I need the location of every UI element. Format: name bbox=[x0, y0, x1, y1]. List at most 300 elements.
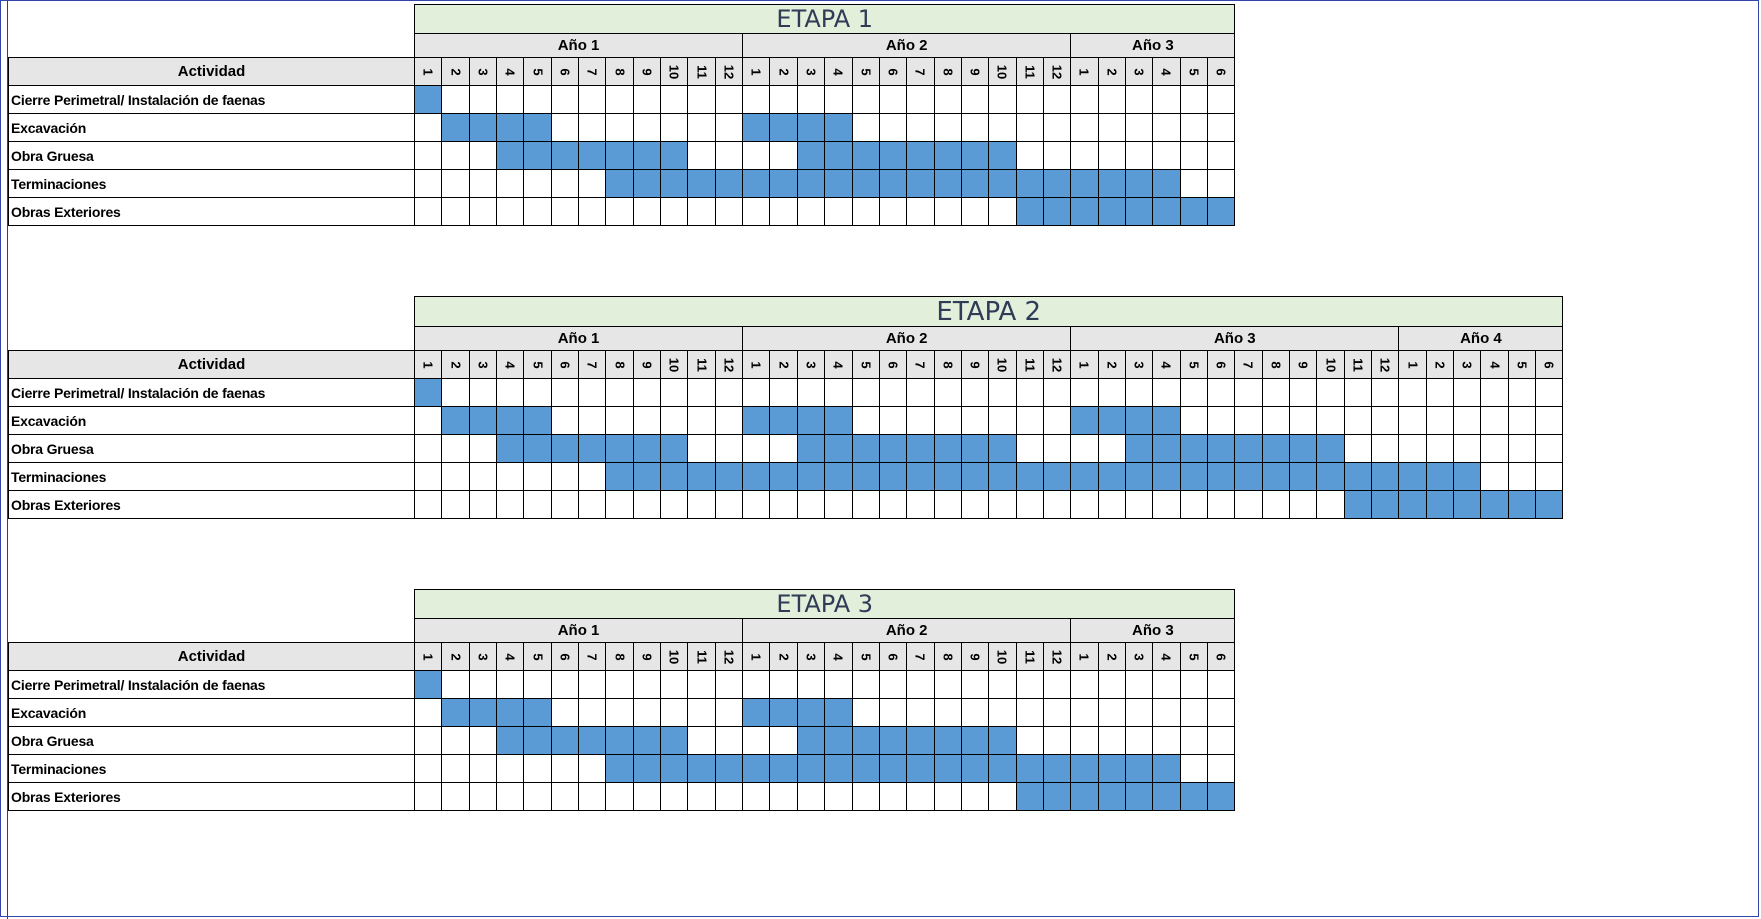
gantt-empty-cell bbox=[1016, 699, 1043, 727]
month-tick-label bbox=[879, 58, 906, 86]
gantt-bar-cell bbox=[469, 114, 496, 142]
gantt-empty-cell bbox=[469, 463, 496, 491]
month-tick-label bbox=[797, 58, 824, 86]
gantt-empty-cell bbox=[907, 699, 934, 727]
month-tick-label bbox=[743, 643, 770, 671]
month-number: 7 bbox=[584, 652, 600, 661]
gantt-etapa-3 bbox=[8, 589, 1235, 811]
gantt-empty-cell bbox=[961, 198, 988, 226]
month-number: 6 bbox=[1541, 360, 1557, 369]
month-tick-label bbox=[1207, 643, 1234, 671]
gantt-empty-cell bbox=[934, 379, 961, 407]
gantt-empty-cell bbox=[1536, 407, 1563, 435]
gantt-empty-cell bbox=[606, 783, 633, 811]
gantt-empty-cell bbox=[1536, 463, 1563, 491]
gantt-bar-cell bbox=[606, 463, 633, 491]
month-number: 5 bbox=[858, 652, 874, 661]
gantt-empty-cell bbox=[770, 86, 797, 114]
gantt-bar-cell bbox=[1071, 755, 1098, 783]
gantt-empty-cell bbox=[579, 407, 606, 435]
gantt-bar-cell bbox=[524, 407, 551, 435]
gantt-empty-cell bbox=[1180, 491, 1207, 519]
gantt-bar-cell bbox=[688, 170, 715, 198]
gantt-empty-cell bbox=[1016, 435, 1043, 463]
gantt-empty-cell bbox=[524, 198, 551, 226]
gantt-bar-cell bbox=[743, 699, 770, 727]
gantt-empty-cell bbox=[442, 142, 469, 170]
gantt-empty-cell bbox=[743, 142, 770, 170]
month-tick-label bbox=[551, 58, 578, 86]
month-number: 10 bbox=[666, 64, 682, 79]
gantt-bar-cell bbox=[879, 435, 906, 463]
gantt-empty-cell bbox=[469, 435, 496, 463]
year-header: Año 2 bbox=[743, 34, 1071, 58]
month-tick-label bbox=[633, 58, 660, 86]
month-number: 2 bbox=[776, 652, 792, 661]
month-tick-label bbox=[1344, 351, 1371, 379]
gantt-empty-cell bbox=[1043, 379, 1070, 407]
gantt-bar-cell bbox=[579, 142, 606, 170]
gantt-empty-cell bbox=[524, 86, 551, 114]
month-tick-label bbox=[1508, 351, 1535, 379]
gantt-empty-cell bbox=[579, 86, 606, 114]
month-tick-label bbox=[825, 643, 852, 671]
gantt-empty-cell bbox=[797, 671, 824, 699]
gantt-empty-cell bbox=[1125, 727, 1152, 755]
gantt-bar-cell bbox=[961, 142, 988, 170]
gantt-empty-cell bbox=[661, 671, 688, 699]
gantt-empty-cell bbox=[1454, 407, 1481, 435]
month-number: 11 bbox=[694, 64, 710, 79]
month-number: 5 bbox=[530, 360, 546, 369]
month-number: 2 bbox=[1104, 67, 1120, 76]
gantt-empty-cell bbox=[907, 491, 934, 519]
gantt-bar-cell bbox=[1207, 198, 1234, 226]
month-tick-label bbox=[907, 351, 934, 379]
gantt-empty-cell bbox=[1153, 727, 1180, 755]
gantt-bar-cell bbox=[442, 407, 469, 435]
month-number: 1 bbox=[1076, 67, 1092, 76]
gantt-empty-cell bbox=[469, 142, 496, 170]
gantt-empty-cell bbox=[497, 491, 524, 519]
gantt-table bbox=[8, 4, 1235, 226]
gantt-empty-cell bbox=[1098, 491, 1125, 519]
gantt-bar-cell bbox=[797, 435, 824, 463]
month-tick-label bbox=[1207, 351, 1234, 379]
gantt-bar-cell bbox=[1043, 463, 1070, 491]
month-tick-label bbox=[415, 58, 442, 86]
month-number: 3 bbox=[475, 67, 491, 76]
gantt-bar-cell bbox=[497, 699, 524, 727]
month-tick-label bbox=[1372, 351, 1399, 379]
activity-column-header: Actividad bbox=[9, 351, 415, 379]
month-tick-label bbox=[1098, 643, 1125, 671]
gantt-empty-cell bbox=[606, 699, 633, 727]
month-number: 3 bbox=[1131, 67, 1147, 76]
month-number: 4 bbox=[1158, 652, 1174, 661]
gantt-empty-cell bbox=[524, 491, 551, 519]
month-number: 2 bbox=[448, 67, 464, 76]
gantt-empty-cell bbox=[1098, 699, 1125, 727]
gantt-empty-cell bbox=[415, 142, 442, 170]
gantt-empty-cell bbox=[1016, 671, 1043, 699]
activity-label: Obra Gruesa bbox=[9, 435, 415, 463]
month-number: 2 bbox=[448, 360, 464, 369]
gantt-empty-cell bbox=[797, 86, 824, 114]
gantt-bar-cell bbox=[606, 727, 633, 755]
gantt-empty-cell bbox=[415, 463, 442, 491]
gantt-empty-cell bbox=[469, 491, 496, 519]
gantt-empty-cell bbox=[1071, 671, 1098, 699]
gantt-bar-cell bbox=[961, 727, 988, 755]
gantt-bar-cell bbox=[1153, 783, 1180, 811]
gantt-empty-cell bbox=[633, 491, 660, 519]
month-number: 1 bbox=[420, 67, 436, 76]
gantt-empty-cell bbox=[579, 699, 606, 727]
month-number: 9 bbox=[967, 652, 983, 661]
month-tick-label bbox=[579, 58, 606, 86]
gantt-empty-cell bbox=[633, 114, 660, 142]
gantt-empty-cell bbox=[1043, 114, 1070, 142]
month-number: 8 bbox=[1268, 360, 1284, 369]
gantt-empty-cell bbox=[579, 783, 606, 811]
gantt-empty-cell bbox=[879, 198, 906, 226]
gantt-bar-cell bbox=[579, 435, 606, 463]
activity-row bbox=[9, 755, 1235, 783]
gantt-empty-cell bbox=[989, 114, 1016, 142]
gantt-bar-cell bbox=[1043, 198, 1070, 226]
gantt-empty-cell bbox=[770, 727, 797, 755]
gantt-empty-cell bbox=[1125, 491, 1152, 519]
gantt-empty-cell bbox=[715, 727, 742, 755]
gantt-bar-cell bbox=[989, 463, 1016, 491]
gantt-empty-cell bbox=[442, 463, 469, 491]
activity-row bbox=[9, 407, 1563, 435]
month-tick-label bbox=[907, 643, 934, 671]
gantt-empty-cell bbox=[1207, 699, 1234, 727]
gantt-empty-cell bbox=[661, 86, 688, 114]
gantt-bar-cell bbox=[1016, 783, 1043, 811]
gantt-empty-cell bbox=[1071, 727, 1098, 755]
gantt-empty-cell bbox=[442, 671, 469, 699]
activity-row bbox=[9, 198, 1235, 226]
month-number: 4 bbox=[1158, 360, 1174, 369]
gantt-bar-cell bbox=[688, 755, 715, 783]
gantt-empty-cell bbox=[415, 170, 442, 198]
gantt-empty-cell bbox=[524, 671, 551, 699]
month-number: 7 bbox=[912, 360, 928, 369]
gantt-empty-cell bbox=[1262, 379, 1289, 407]
gantt-empty-cell bbox=[579, 379, 606, 407]
gantt-empty-cell bbox=[770, 491, 797, 519]
gantt-empty-cell bbox=[1344, 435, 1371, 463]
month-tick-label bbox=[825, 351, 852, 379]
gantt-bar-cell bbox=[934, 435, 961, 463]
gantt-empty-cell bbox=[743, 783, 770, 811]
gantt-empty-cell bbox=[825, 379, 852, 407]
gantt-empty-cell bbox=[415, 491, 442, 519]
gantt-bar-cell bbox=[743, 755, 770, 783]
gantt-empty-cell bbox=[961, 783, 988, 811]
month-tick-label bbox=[961, 643, 988, 671]
month-number: 3 bbox=[1131, 652, 1147, 661]
gantt-bar-cell bbox=[469, 407, 496, 435]
gantt-empty-cell bbox=[469, 727, 496, 755]
gantt-empty-cell bbox=[1508, 407, 1535, 435]
gantt-bar-cell bbox=[879, 727, 906, 755]
month-number: 12 bbox=[1377, 357, 1393, 372]
gantt-empty-cell bbox=[415, 755, 442, 783]
gantt-empty-cell bbox=[770, 379, 797, 407]
month-tick-label bbox=[688, 643, 715, 671]
month-tick-label bbox=[770, 351, 797, 379]
gantt-empty-cell bbox=[989, 491, 1016, 519]
gantt-empty-cell bbox=[1180, 86, 1207, 114]
month-number: 12 bbox=[721, 649, 737, 664]
month-number: 4 bbox=[1158, 67, 1174, 76]
activity-row bbox=[9, 783, 1235, 811]
month-tick-label bbox=[524, 643, 551, 671]
gantt-empty-cell bbox=[415, 198, 442, 226]
month-number: 4 bbox=[830, 652, 846, 661]
gantt-bar-cell bbox=[661, 463, 688, 491]
activity-label: Excavación bbox=[9, 407, 415, 435]
month-number: 2 bbox=[1104, 652, 1120, 661]
gantt-empty-cell bbox=[497, 198, 524, 226]
gantt-empty-cell bbox=[989, 379, 1016, 407]
gantt-empty-cell bbox=[1426, 379, 1453, 407]
gantt-empty-cell bbox=[1399, 407, 1426, 435]
activity-column-header: Actividad bbox=[9, 58, 415, 86]
month-tick-label bbox=[989, 643, 1016, 671]
month-number: 12 bbox=[721, 357, 737, 372]
month-tick-label bbox=[469, 351, 496, 379]
gantt-empty-cell bbox=[934, 198, 961, 226]
gantt-empty-cell bbox=[961, 379, 988, 407]
month-tick-label bbox=[661, 643, 688, 671]
month-tick-label bbox=[1098, 58, 1125, 86]
gantt-empty-cell bbox=[661, 407, 688, 435]
gantt-bar-cell bbox=[1399, 491, 1426, 519]
month-number: 4 bbox=[502, 360, 518, 369]
gantt-empty-cell bbox=[551, 198, 578, 226]
gantt-empty-cell bbox=[715, 142, 742, 170]
gantt-table bbox=[8, 589, 1235, 811]
gantt-bar-cell bbox=[1207, 783, 1234, 811]
gantt-empty-cell bbox=[661, 783, 688, 811]
gantt-empty-cell bbox=[934, 86, 961, 114]
gantt-empty-cell bbox=[1071, 379, 1098, 407]
gantt-empty-cell bbox=[715, 699, 742, 727]
month-number: 1 bbox=[748, 67, 764, 76]
gantt-bar-cell bbox=[907, 755, 934, 783]
month-number: 7 bbox=[912, 67, 928, 76]
month-number: 12 bbox=[1049, 64, 1065, 79]
gantt-bar-cell bbox=[497, 407, 524, 435]
gantt-empty-cell bbox=[524, 170, 551, 198]
month-number: 3 bbox=[475, 652, 491, 661]
gantt-bar-cell bbox=[524, 142, 551, 170]
month-tick-label bbox=[1043, 643, 1070, 671]
month-tick-label bbox=[497, 351, 524, 379]
gantt-bar-cell bbox=[825, 435, 852, 463]
month-tick-label bbox=[1153, 58, 1180, 86]
month-tick-label bbox=[606, 58, 633, 86]
gantt-empty-cell bbox=[1016, 379, 1043, 407]
gantt-empty-cell bbox=[1317, 491, 1344, 519]
gantt-empty-cell bbox=[1125, 671, 1152, 699]
gantt-bar-cell bbox=[852, 435, 879, 463]
gantt-empty-cell bbox=[715, 86, 742, 114]
blank-cell bbox=[9, 297, 415, 351]
gantt-empty-cell bbox=[1399, 435, 1426, 463]
gantt-empty-cell bbox=[1125, 86, 1152, 114]
month-tick-label bbox=[633, 643, 660, 671]
gantt-bar-cell bbox=[524, 699, 551, 727]
gantt-empty-cell bbox=[1016, 491, 1043, 519]
month-number: 10 bbox=[666, 357, 682, 372]
month-number: 10 bbox=[666, 649, 682, 664]
gantt-bar-cell bbox=[1098, 783, 1125, 811]
gantt-empty-cell bbox=[1180, 727, 1207, 755]
gantt-empty-cell bbox=[934, 491, 961, 519]
month-tick-label bbox=[1098, 351, 1125, 379]
gantt-bar-cell bbox=[551, 727, 578, 755]
gantt-bar-cell bbox=[661, 142, 688, 170]
gantt-bar-cell bbox=[633, 727, 660, 755]
gantt-empty-cell bbox=[907, 671, 934, 699]
gantt-empty-cell bbox=[1180, 671, 1207, 699]
gantt-bar-cell bbox=[1153, 463, 1180, 491]
month-tick-label bbox=[661, 58, 688, 86]
month-number: 4 bbox=[502, 67, 518, 76]
gantt-bar-cell bbox=[415, 379, 442, 407]
gantt-empty-cell bbox=[1426, 407, 1453, 435]
gantt-bar-cell bbox=[770, 463, 797, 491]
gantt-empty-cell bbox=[1207, 755, 1234, 783]
month-tick-label bbox=[770, 58, 797, 86]
month-number: 5 bbox=[530, 67, 546, 76]
gantt-bar-cell bbox=[715, 755, 742, 783]
gantt-bar-cell bbox=[1372, 463, 1399, 491]
gantt-bar-cell bbox=[551, 142, 578, 170]
gantt-empty-cell bbox=[442, 783, 469, 811]
gantt-empty-cell bbox=[633, 198, 660, 226]
gantt-bar-cell bbox=[524, 114, 551, 142]
gantt-empty-cell bbox=[1125, 379, 1152, 407]
gantt-bar-cell bbox=[1235, 463, 1262, 491]
gantt-empty-cell bbox=[442, 727, 469, 755]
gantt-empty-cell bbox=[907, 198, 934, 226]
gantt-empty-cell bbox=[743, 671, 770, 699]
month-tick-label bbox=[1180, 351, 1207, 379]
gantt-bar-cell bbox=[797, 463, 824, 491]
month-number: 8 bbox=[940, 360, 956, 369]
gantt-empty-cell bbox=[579, 491, 606, 519]
activity-row bbox=[9, 435, 1563, 463]
gantt-bar-cell bbox=[1125, 407, 1152, 435]
gantt-bar-cell bbox=[797, 727, 824, 755]
gantt-etapa-1 bbox=[8, 4, 1235, 226]
gantt-bar-cell bbox=[852, 727, 879, 755]
gantt-bar-cell bbox=[688, 463, 715, 491]
gantt-empty-cell bbox=[1180, 407, 1207, 435]
gantt-empty-cell bbox=[1016, 407, 1043, 435]
gantt-bar-cell bbox=[497, 435, 524, 463]
gantt-bar-cell bbox=[1098, 407, 1125, 435]
month-tick-label bbox=[852, 643, 879, 671]
month-tick-label bbox=[1016, 351, 1043, 379]
month-number: 4 bbox=[1487, 360, 1503, 369]
gantt-empty-cell bbox=[743, 198, 770, 226]
gantt-bar-cell bbox=[1125, 170, 1152, 198]
month-number: 1 bbox=[748, 360, 764, 369]
gantt-empty-cell bbox=[879, 114, 906, 142]
gantt-empty-cell bbox=[1207, 727, 1234, 755]
gantt-empty-cell bbox=[469, 86, 496, 114]
month-tick-label bbox=[797, 351, 824, 379]
month-tick-label bbox=[1290, 351, 1317, 379]
gantt-empty-cell bbox=[1344, 379, 1371, 407]
gantt-empty-cell bbox=[661, 699, 688, 727]
gantt-bar-cell bbox=[1043, 170, 1070, 198]
gantt-empty-cell bbox=[551, 783, 578, 811]
gantt-bar-cell bbox=[743, 170, 770, 198]
gantt-empty-cell bbox=[825, 671, 852, 699]
gantt-bar-cell bbox=[1317, 435, 1344, 463]
month-number: 5 bbox=[530, 652, 546, 661]
gantt-bar-cell bbox=[1125, 198, 1152, 226]
gantt-empty-cell bbox=[415, 783, 442, 811]
gantt-bar-cell bbox=[1262, 435, 1289, 463]
activity-label: Cierre Perimetral/ Instalación de faenas bbox=[9, 671, 415, 699]
gantt-bar-cell bbox=[797, 407, 824, 435]
gantt-empty-cell bbox=[551, 671, 578, 699]
gantt-empty-cell bbox=[606, 198, 633, 226]
gantt-empty-cell bbox=[1098, 142, 1125, 170]
month-number: 6 bbox=[557, 652, 573, 661]
gantt-bar-cell bbox=[661, 755, 688, 783]
gantt-bar-cell bbox=[1426, 491, 1453, 519]
activity-label: Terminaciones bbox=[9, 463, 415, 491]
gantt-empty-cell bbox=[1071, 86, 1098, 114]
gantt-empty-cell bbox=[907, 783, 934, 811]
gantt-empty-cell bbox=[579, 671, 606, 699]
gantt-bar-cell bbox=[852, 142, 879, 170]
gantt-bar-cell bbox=[907, 727, 934, 755]
gantt-empty-cell bbox=[579, 170, 606, 198]
gantt-empty-cell bbox=[743, 491, 770, 519]
gantt-empty-cell bbox=[661, 491, 688, 519]
gantt-empty-cell bbox=[907, 86, 934, 114]
gantt-bar-cell bbox=[1207, 463, 1234, 491]
gantt-bar-cell bbox=[743, 463, 770, 491]
gantt-empty-cell bbox=[606, 491, 633, 519]
gantt-bar-cell bbox=[606, 170, 633, 198]
gantt-empty-cell bbox=[1043, 86, 1070, 114]
month-number: 9 bbox=[639, 652, 655, 661]
gantt-empty-cell bbox=[1153, 671, 1180, 699]
gantt-empty-cell bbox=[1536, 379, 1563, 407]
gantt-empty-cell bbox=[797, 198, 824, 226]
month-tick-label bbox=[442, 351, 469, 379]
month-tick-label bbox=[1043, 58, 1070, 86]
gantt-empty-cell bbox=[934, 407, 961, 435]
gantt-empty-cell bbox=[770, 142, 797, 170]
gantt-empty-cell bbox=[852, 379, 879, 407]
gantt-bar-cell bbox=[797, 699, 824, 727]
month-tick-label bbox=[1071, 351, 1098, 379]
